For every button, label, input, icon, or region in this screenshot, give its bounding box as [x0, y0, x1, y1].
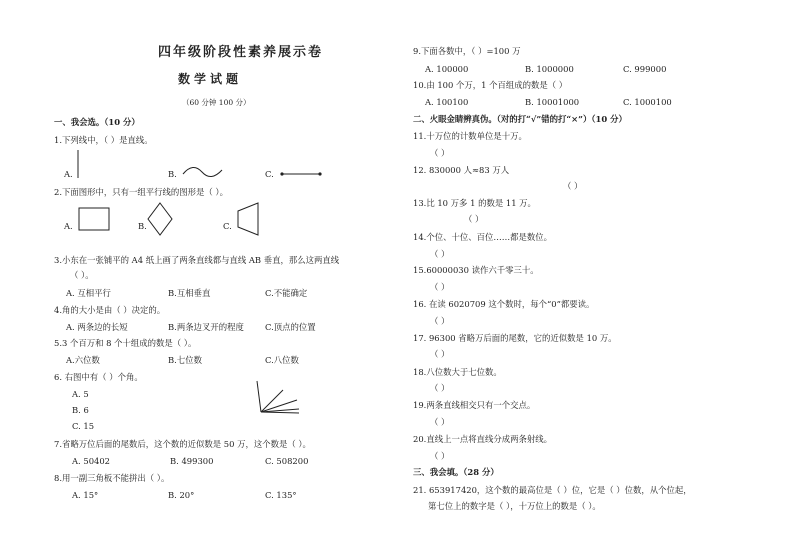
q14-statement: 14.个位、十位、百位……都是数位。 — [413, 232, 552, 242]
q10-option-b: B. 10001000 — [525, 97, 580, 107]
section-3-heading: 三、我会填。（28 分） — [413, 467, 499, 477]
q4-option-a: A. 两条边的长短 — [66, 322, 128, 332]
q2-option-b: B. — [138, 221, 147, 231]
q9-stem: 9.下面各数中，（ ）=100 万 — [413, 46, 521, 56]
q6-option-a: A. 5 — [72, 389, 89, 399]
q7-stem: 7.省略万位后面的尾数后，这个数的近似数是 50 万，这个数是（ ）。 — [54, 439, 311, 449]
q7-option-b: B. 499300 — [170, 456, 214, 466]
q19-statement: 19.两条直线相交只有一个交点。 — [413, 400, 536, 410]
q1-stem: 1.下列线中，（ ）是直线。 — [54, 135, 153, 145]
q5-option-b: B.七位数 — [168, 355, 202, 365]
q9-option-c: C. 999000 — [623, 64, 667, 74]
q8-option-b: B. 20° — [168, 490, 195, 500]
q6-option-c: C. 15 — [72, 421, 95, 431]
q16-statement: 16. 在读 6020709 这个数时，每个“0”都要读。 — [413, 299, 595, 309]
q13-answer-paren: （ ） — [464, 214, 484, 224]
exam-info: （60 分钟 100 分） — [182, 98, 251, 107]
q8-option-a: A. 15° — [72, 490, 99, 500]
q13-statement: 13.比 10 万多 1 的数是 11 万。 — [413, 198, 536, 208]
line-segment-icon — [280, 170, 324, 178]
q2-option-a: A. — [64, 221, 73, 231]
q19-answer-paren: （ ） — [430, 417, 450, 427]
q2-option-c: C. — [223, 221, 232, 231]
q17-answer-paren: （ ） — [430, 349, 450, 359]
trapezoid-shape-icon — [232, 201, 262, 237]
section-1-heading: 一、我会选。（10 分） — [54, 117, 140, 127]
angles-diagram-icon — [255, 380, 301, 414]
rectangle-shape-icon — [78, 207, 112, 233]
q16-answer-paren: （ ） — [430, 316, 450, 326]
q5-option-a: A.六位数 — [66, 355, 100, 365]
exam-title: 四年级阶段性素养展示卷 — [158, 45, 324, 60]
q5-option-c: C.八位数 — [265, 355, 299, 365]
q10-option-c: C. 1000100 — [623, 97, 672, 107]
q21-line-1: 21. 653917420，这个数的最高位是（ ）位，它是（ ）位数，从个位起， — [413, 485, 692, 495]
q9-option-b: B. 1000000 — [525, 64, 574, 74]
q10-stem: 10.由 100 个万，1 个百组成的数是（ ） — [413, 80, 568, 90]
q6-stem: 6. 右图中有（ ）个角。 — [54, 372, 143, 382]
q7-option-a: A. 50402 — [72, 456, 111, 466]
q4-option-b: B.两条边叉开的程度 — [168, 322, 244, 332]
q4-option-c: C.顶点的位置 — [265, 322, 316, 332]
q7-option-c: C. 508200 — [265, 456, 309, 466]
q2-stem: 2.下面图形中，只有一组平行线的图形是（ ）。 — [54, 187, 228, 197]
rhombus-shape-icon — [146, 202, 174, 236]
q18-statement: 18.八位数大于七位数。 — [413, 367, 502, 377]
q1-option-b: B. — [168, 169, 177, 179]
q15-statement: 15.60000030 读作六千零三十。 — [413, 265, 539, 275]
q6-option-b: B. 6 — [72, 405, 89, 415]
q18-answer-paren: （ ） — [430, 383, 450, 393]
q21-line-2: 第七位上的数字是（ ），十万位上的数是（ ）。 — [428, 501, 601, 511]
q5-stem: 5.3 个百万和 8 个十组成的数是（ ）。 — [54, 338, 197, 348]
q14-answer-paren: （ ） — [430, 249, 450, 259]
q8-stem: 8.用一副三角板不能拼出（ ）。 — [54, 473, 170, 483]
q3-option-c: C.不能确定 — [265, 288, 308, 298]
q1-option-a: A. — [64, 169, 73, 179]
q10-option-a: A. 100100 — [425, 97, 469, 107]
q11-statement: 11.十万位的计数单位是十万。 — [413, 131, 527, 141]
q11-answer-paren: （ ） — [430, 148, 450, 158]
q12-answer-paren: （ ） — [563, 181, 583, 191]
q3-option-b: B.互相垂直 — [168, 288, 211, 298]
q17-statement: 17. 96300 省略万后面的尾数，它的近似数是 10 万。 — [413, 333, 617, 343]
curve-line-icon — [182, 164, 224, 180]
section-2-heading: 二、火眼金睛辨真伪。（对的打“√”错的打“×”）（10 分） — [413, 114, 627, 124]
q8-option-c: C. 135° — [265, 490, 297, 500]
q1-option-c: C. — [265, 169, 274, 179]
q12-statement: 12. 830000 人≈83 万人 — [413, 165, 510, 175]
q3-option-a: A. 互相平行 — [66, 288, 111, 298]
q15-answer-paren: （ ） — [430, 282, 450, 292]
vertical-line-segment-icon — [76, 150, 80, 180]
q20-answer-paren: （ ） — [430, 451, 450, 461]
q3-blank: （ ）。 — [70, 270, 94, 280]
q4-stem: 4.角的大小是由（ ）决定的。 — [54, 305, 166, 315]
q20-statement: 20.直线上一点将直线分成两条射线。 — [413, 434, 552, 444]
q9-option-a: A. 100000 — [425, 64, 469, 74]
exam-subtitle: 数学试题 — [178, 72, 243, 86]
q3-stem: 3.小东在一张铺平的 A4 纸上画了两条直线都与直线 AB 垂直，那么这两直线 — [54, 255, 340, 265]
